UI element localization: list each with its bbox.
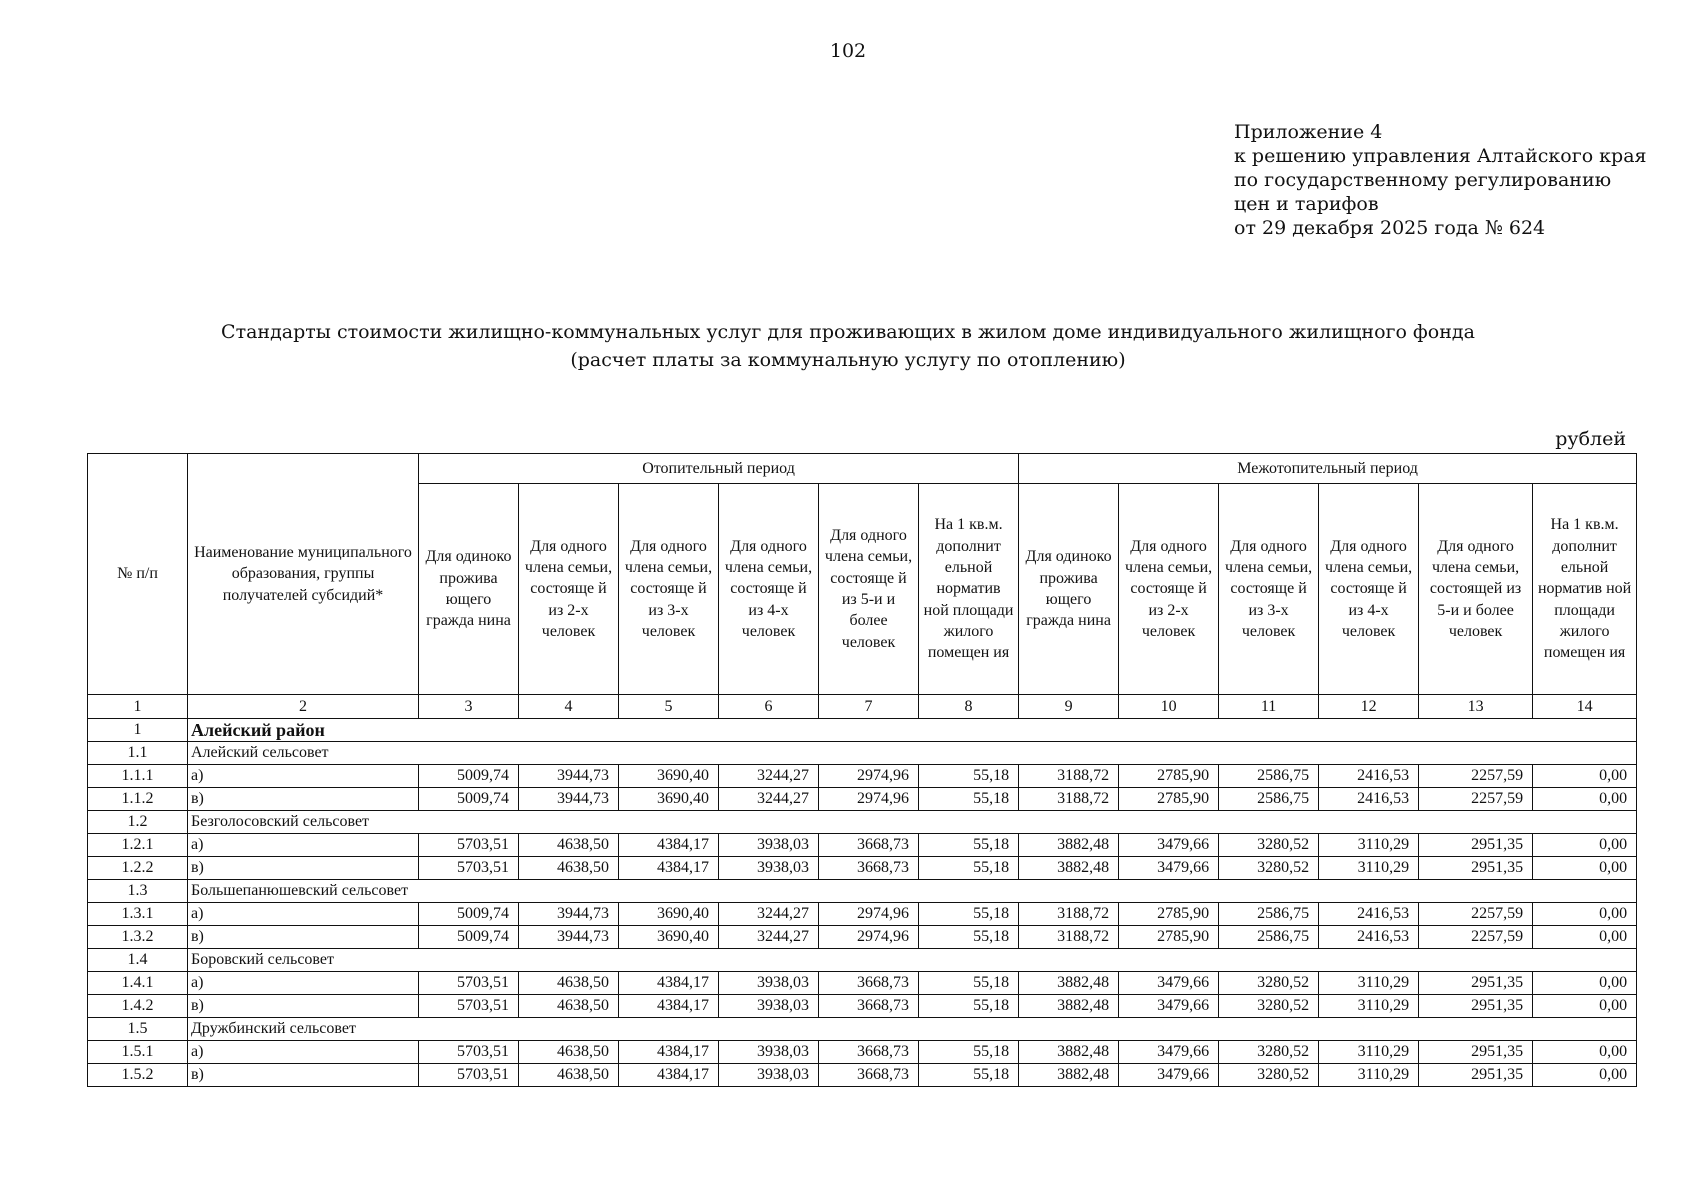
value-cell: 0,00: [1533, 972, 1637, 995]
appendix-line: к решению управления Алтайского края: [1234, 145, 1647, 167]
column-number: 5: [619, 695, 719, 719]
value-cell: 3479,66: [1119, 1041, 1219, 1064]
document-title: [0, 318, 1696, 374]
value-cell: 3280,52: [1219, 995, 1319, 1018]
value-cell: 3668,73: [819, 972, 919, 995]
settlement-name: Алейский сельсовет: [188, 742, 1637, 765]
header-interheating-period: Межотопительный период: [1019, 454, 1637, 484]
value-cell: 0,00: [1533, 995, 1637, 1018]
value-cell: 2974,96: [819, 926, 919, 949]
value-cell: 3944,73: [519, 926, 619, 949]
value-cell: 0,00: [1533, 857, 1637, 880]
value-cell: 5703,51: [419, 995, 519, 1018]
value-cell: 5703,51: [419, 857, 519, 880]
value-cell: 55,18: [919, 1064, 1019, 1087]
header-heating-period: Отопительный период: [419, 454, 1019, 484]
value-cell: 3938,03: [719, 972, 819, 995]
table-row: [88, 926, 1637, 949]
value-cell: 3479,66: [1119, 1064, 1219, 1087]
column-number: 12: [1319, 695, 1419, 719]
value-cell: 55,18: [919, 857, 1019, 880]
column-number: 14: [1533, 695, 1637, 719]
value-cell: 4638,50: [519, 972, 619, 995]
header-no: № п/п: [88, 454, 188, 695]
appendix-line: цен и тарифов: [1234, 193, 1379, 215]
header-column: Для одного члена семьи, состояще й из 2-х человек: [519, 484, 619, 695]
value-cell: 5703,51: [419, 1064, 519, 1087]
value-cell: 2974,96: [819, 788, 919, 811]
row-number: 1.3: [88, 880, 188, 903]
value-cell: 2974,96: [819, 903, 919, 926]
value-cell: 4384,17: [619, 1041, 719, 1064]
value-cell: 3188,72: [1019, 765, 1119, 788]
column-number: 10: [1119, 695, 1219, 719]
value-cell: 3280,52: [1219, 1041, 1319, 1064]
value-cell: 2257,59: [1419, 765, 1533, 788]
value-cell: 55,18: [919, 1041, 1019, 1064]
section-row: [88, 949, 1637, 972]
column-number: 2: [188, 695, 419, 719]
value-cell: 3244,27: [719, 926, 819, 949]
value-cell: 3938,03: [719, 1064, 819, 1087]
header-column: Для одного члена семьи, состояще й из 2-х человек: [1119, 484, 1219, 695]
value-cell: 3944,73: [519, 903, 619, 926]
value-cell: 3110,29: [1319, 857, 1419, 880]
value-cell: 4384,17: [619, 1064, 719, 1087]
value-cell: 2951,35: [1419, 857, 1533, 880]
value-cell: 2416,53: [1319, 926, 1419, 949]
value-cell: 2974,96: [819, 765, 919, 788]
value-cell: 55,18: [919, 926, 1019, 949]
title-line-2: (расчет платы за коммунальную услугу по отоплению): [570, 349, 1126, 371]
section-row: [88, 742, 1637, 765]
header-column: Для одного члена семьи, состояще й из 4-х человек: [719, 484, 819, 695]
row-number: 1.3.1: [88, 903, 188, 926]
value-cell: 3944,73: [519, 765, 619, 788]
tariff-table: [87, 453, 1637, 1087]
group-label: в): [188, 857, 419, 880]
value-cell: 5703,51: [419, 834, 519, 857]
value-cell: 3110,29: [1319, 1064, 1419, 1087]
value-cell: 3110,29: [1319, 1041, 1419, 1064]
column-number: 7: [819, 695, 919, 719]
row-number: 1.4: [88, 949, 188, 972]
value-cell: 3690,40: [619, 926, 719, 949]
value-cell: 2416,53: [1319, 788, 1419, 811]
value-cell: 4384,17: [619, 972, 719, 995]
group-label: а): [188, 903, 419, 926]
settlement-name: Большепанюшевский сельсовет: [188, 880, 1637, 903]
value-cell: 3188,72: [1019, 926, 1119, 949]
row-number: 1.3.2: [88, 926, 188, 949]
value-cell: 3882,48: [1019, 995, 1119, 1018]
value-cell: 3938,03: [719, 1041, 819, 1064]
group-label: а): [188, 972, 419, 995]
value-cell: 2257,59: [1419, 926, 1533, 949]
value-cell: 3882,48: [1019, 1041, 1119, 1064]
row-number: 1.4.2: [88, 995, 188, 1018]
column-number: 8: [919, 695, 1019, 719]
settlement-name: Безголосовский сельсовет: [188, 811, 1637, 834]
column-number: 9: [1019, 695, 1119, 719]
header-column: Для одного члена семьи, состояще й из 5-и и более человек: [819, 484, 919, 695]
table-row: [88, 857, 1637, 880]
table-row: [88, 834, 1637, 857]
value-cell: 0,00: [1533, 903, 1637, 926]
value-cell: 3668,73: [819, 857, 919, 880]
appendix-line: от 29 декабря 2025 года № 624: [1234, 217, 1546, 239]
row-number: 1.5: [88, 1018, 188, 1041]
value-cell: 2785,90: [1119, 788, 1219, 811]
header-group-row: [88, 454, 1637, 484]
value-cell: 0,00: [1533, 765, 1637, 788]
value-cell: 4638,50: [519, 995, 619, 1018]
district-row: [88, 719, 1637, 742]
header-column: Для одного члена семьи, состояще й из 4-х человек: [1319, 484, 1419, 695]
column-number: 13: [1419, 695, 1533, 719]
row-number: 1.2.2: [88, 857, 188, 880]
value-cell: 3110,29: [1319, 972, 1419, 995]
value-cell: 3110,29: [1319, 834, 1419, 857]
row-number: 1: [88, 719, 188, 742]
value-cell: 2785,90: [1119, 765, 1219, 788]
section-row: [88, 880, 1637, 903]
value-cell: 3244,27: [719, 765, 819, 788]
value-cell: 3668,73: [819, 1064, 919, 1087]
value-cell: 2257,59: [1419, 903, 1533, 926]
column-number: 11: [1219, 695, 1319, 719]
appendix-line: Приложение 4: [1234, 121, 1383, 143]
column-number: 3: [419, 695, 519, 719]
value-cell: 3280,52: [1219, 1064, 1319, 1087]
value-cell: 3668,73: [819, 1041, 919, 1064]
row-number: 1.5.1: [88, 1041, 188, 1064]
value-cell: 0,00: [1533, 1064, 1637, 1087]
value-cell: 3668,73: [819, 995, 919, 1018]
value-cell: 3944,73: [519, 788, 619, 811]
value-cell: 3882,48: [1019, 834, 1119, 857]
section-row: [88, 811, 1637, 834]
header-column: На 1 кв.м. дополнит ельной норматив ной площади жилого помещен ия: [1533, 484, 1637, 695]
value-cell: 3280,52: [1219, 857, 1319, 880]
group-label: а): [188, 834, 419, 857]
value-cell: 3882,48: [1019, 857, 1119, 880]
value-cell: 2586,75: [1219, 788, 1319, 811]
value-cell: 55,18: [919, 788, 1019, 811]
value-cell: 0,00: [1533, 1041, 1637, 1064]
table-row: [88, 788, 1637, 811]
value-cell: 3479,66: [1119, 995, 1219, 1018]
value-cell: 4384,17: [619, 857, 719, 880]
table-row: [88, 1064, 1637, 1087]
value-cell: 5009,74: [419, 903, 519, 926]
value-cell: 55,18: [919, 765, 1019, 788]
value-cell: 0,00: [1533, 834, 1637, 857]
value-cell: 0,00: [1533, 788, 1637, 811]
row-number: 1.2: [88, 811, 188, 834]
group-label: в): [188, 995, 419, 1018]
value-cell: 2257,59: [1419, 788, 1533, 811]
value-cell: 4384,17: [619, 995, 719, 1018]
value-cell: 3280,52: [1219, 972, 1319, 995]
value-cell: 2586,75: [1219, 765, 1319, 788]
header-column: Для одиноко прожива ющего гражда нина: [1019, 484, 1119, 695]
value-cell: 3110,29: [1319, 995, 1419, 1018]
table-row: [88, 995, 1637, 1018]
table-row: [88, 765, 1637, 788]
value-cell: 5703,51: [419, 1041, 519, 1064]
value-cell: 2951,35: [1419, 1064, 1533, 1087]
table-row: [88, 903, 1637, 926]
value-cell: 3188,72: [1019, 788, 1119, 811]
value-cell: 2586,75: [1219, 903, 1319, 926]
header-column: Для одного члена семьи, состояще й из 3-х человек: [619, 484, 719, 695]
group-label: а): [188, 765, 419, 788]
section-row: [88, 1018, 1637, 1041]
value-cell: 55,18: [919, 995, 1019, 1018]
row-number: 1.4.1: [88, 972, 188, 995]
district-name: Алейский район: [188, 719, 1637, 742]
value-cell: 5009,74: [419, 765, 519, 788]
row-number: 1.1.1: [88, 765, 188, 788]
value-cell: 3690,40: [619, 788, 719, 811]
value-cell: 3938,03: [719, 857, 819, 880]
value-cell: 2586,75: [1219, 926, 1319, 949]
column-number: 4: [519, 695, 619, 719]
value-cell: 3244,27: [719, 788, 819, 811]
value-cell: 3188,72: [1019, 903, 1119, 926]
group-label: в): [188, 926, 419, 949]
value-cell: 2951,35: [1419, 972, 1533, 995]
value-cell: 3690,40: [619, 765, 719, 788]
group-label: а): [188, 1041, 419, 1064]
value-cell: 3479,66: [1119, 857, 1219, 880]
value-cell: 4638,50: [519, 834, 619, 857]
header-column: Для одного члена семьи, состояще й из 3-х человек: [1219, 484, 1319, 695]
group-label: в): [188, 788, 419, 811]
value-cell: 3882,48: [1019, 972, 1119, 995]
value-cell: 55,18: [919, 972, 1019, 995]
value-cell: 3479,66: [1119, 972, 1219, 995]
appendix-block: [1234, 120, 1647, 240]
value-cell: 5009,74: [419, 788, 519, 811]
column-number: 1: [88, 695, 188, 719]
page-number: 102: [829, 40, 867, 62]
settlement-name: Боровский сельсовет: [188, 949, 1637, 972]
value-cell: 2951,35: [1419, 1041, 1533, 1064]
group-label: в): [188, 1064, 419, 1087]
row-number: 1.2.1: [88, 834, 188, 857]
value-cell: 2416,53: [1319, 903, 1419, 926]
value-cell: 4638,50: [519, 857, 619, 880]
units-label: рублей: [1555, 428, 1626, 450]
value-cell: 5703,51: [419, 972, 519, 995]
value-cell: 4638,50: [519, 1064, 619, 1087]
value-cell: 2416,53: [1319, 765, 1419, 788]
column-number: 6: [719, 695, 819, 719]
value-cell: 4638,50: [519, 1041, 619, 1064]
title-line-1: Стандарты стоимости жилищно-коммунальных услуг для проживающих в жилом доме индивидуального жилищного фонда: [221, 321, 1475, 343]
value-cell: 0,00: [1533, 926, 1637, 949]
row-number: 1.5.2: [88, 1064, 188, 1087]
header-column: Для одного члена семьи, состоящей из 5-и и более человек: [1419, 484, 1533, 695]
value-cell: 55,18: [919, 834, 1019, 857]
value-cell: 5009,74: [419, 926, 519, 949]
value-cell: 55,18: [919, 903, 1019, 926]
value-cell: 3938,03: [719, 834, 819, 857]
value-cell: 3479,66: [1119, 834, 1219, 857]
value-cell: 3882,48: [1019, 1064, 1119, 1087]
value-cell: 3690,40: [619, 903, 719, 926]
value-cell: 2785,90: [1119, 903, 1219, 926]
value-cell: 3668,73: [819, 834, 919, 857]
header-column: Для одиноко прожива ющего гражда нина: [419, 484, 519, 695]
column-numbers-row: [88, 695, 1637, 719]
value-cell: 2785,90: [1119, 926, 1219, 949]
row-number: 1.1: [88, 742, 188, 765]
table-row: [88, 1041, 1637, 1064]
header-column: На 1 кв.м. дополнит ельной норматив ной площади жилого помещен ия: [919, 484, 1019, 695]
value-cell: 3244,27: [719, 903, 819, 926]
appendix-line: по государственному регулированию: [1234, 169, 1612, 191]
settlement-name: Дружбинский сельсовет: [188, 1018, 1637, 1041]
value-cell: 2951,35: [1419, 834, 1533, 857]
value-cell: 3938,03: [719, 995, 819, 1018]
header-name: Наименование муниципального образования, группы получателей субсидий*: [188, 454, 419, 695]
table-row: [88, 972, 1637, 995]
value-cell: 4384,17: [619, 834, 719, 857]
row-number: 1.1.2: [88, 788, 188, 811]
value-cell: 3280,52: [1219, 834, 1319, 857]
value-cell: 2951,35: [1419, 995, 1533, 1018]
